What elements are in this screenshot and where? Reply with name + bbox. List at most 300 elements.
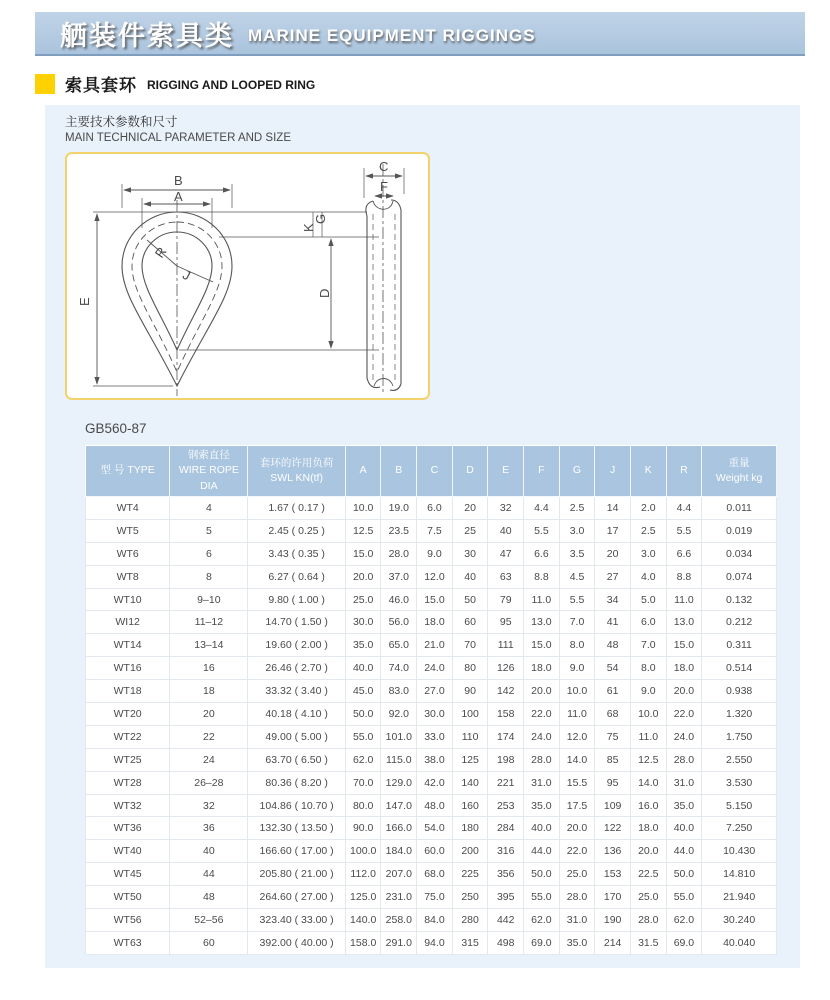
table-cell: 25.0 [345, 588, 381, 611]
table-cell: 3.5 [559, 542, 595, 565]
table-cell: 395 [488, 886, 524, 909]
table-cell: 9.0 [630, 680, 666, 703]
table-row [86, 680, 777, 703]
column-header: F [524, 446, 560, 497]
table-cell: 16 [170, 657, 248, 680]
table-cell: 3.0 [559, 519, 595, 542]
table-cell: 46.0 [381, 588, 417, 611]
table-cell: 33.0 [417, 725, 453, 748]
table-cell: 17 [595, 519, 631, 542]
table-cell: 12.5 [630, 748, 666, 771]
column-header: 重量 Weight kg [702, 446, 777, 497]
table-cell: 356 [488, 863, 524, 886]
table-cell: 13.0 [666, 611, 702, 634]
table-cell: 28.0 [630, 909, 666, 932]
table-cell: 14.810 [702, 863, 777, 886]
table-cell: 5.0 [630, 588, 666, 611]
table-cell: 70.0 [345, 771, 381, 794]
table-cell: 20.0 [559, 817, 595, 840]
table-row [86, 588, 777, 611]
thimble-diagram [67, 154, 428, 398]
table-cell: 3.530 [702, 771, 777, 794]
table-cell: 26.46 ( 2.70 ) [248, 657, 345, 680]
section-title-en: RIGGING AND LOOPED RING [147, 78, 316, 92]
page-header [35, 12, 805, 56]
column-header: J [595, 446, 631, 497]
table-cell: 0.011 [702, 497, 777, 520]
table-cell: 158 [488, 703, 524, 726]
table-cell: 115.0 [381, 748, 417, 771]
content-panel [45, 105, 800, 968]
table-cell: 15.0 [345, 542, 381, 565]
table-cell: 42.0 [417, 771, 453, 794]
table-cell: 2.5 [630, 519, 666, 542]
table-cell: 22.0 [524, 703, 560, 726]
table-cell: 55.0 [345, 725, 381, 748]
table-cell: 7.0 [559, 611, 595, 634]
table-cell: WT18 [86, 680, 170, 703]
table-cell: 48 [170, 886, 248, 909]
table-cell: 41 [595, 611, 631, 634]
table-cell: 35.0 [559, 931, 595, 954]
table-cell: 47 [488, 542, 524, 565]
table-cell: 0.132 [702, 588, 777, 611]
table-cell: 25 [452, 519, 488, 542]
dim-label-g: G [313, 213, 328, 224]
table-row [86, 703, 777, 726]
table-cell: 94.0 [417, 931, 453, 954]
table-cell: 32 [488, 497, 524, 520]
dim-label-a: A [174, 189, 183, 204]
table-cell: 291.0 [381, 931, 417, 954]
table-cell: 70 [452, 634, 488, 657]
table-cell: 0.019 [702, 519, 777, 542]
table-cell: 200 [452, 840, 488, 863]
table-cell: 22 [170, 725, 248, 748]
table-cell: 6.27 ( 0.64 ) [248, 565, 345, 588]
table-cell: 80 [452, 657, 488, 680]
table-cell: 4.4 [666, 497, 702, 520]
table-cell: 392.00 ( 40.00 ) [248, 931, 345, 954]
table-cell: WT6 [86, 542, 170, 565]
table-cell: 25.0 [559, 863, 595, 886]
table-cell: 54 [595, 657, 631, 680]
table-cell: 48.0 [417, 794, 453, 817]
table-row [86, 840, 777, 863]
table-row [86, 657, 777, 680]
table-cell: 27 [595, 565, 631, 588]
table-cell: 56.0 [381, 611, 417, 634]
table-cell: 4.4 [524, 497, 560, 520]
table-cell: WI12 [86, 611, 170, 634]
table-cell: WT36 [86, 817, 170, 840]
table-cell: 60 [170, 931, 248, 954]
table-cell: 11.0 [559, 703, 595, 726]
table-cell: 166.0 [381, 817, 417, 840]
column-header: D [452, 446, 488, 497]
table-cell: 37.0 [381, 565, 417, 588]
table-cell: 8 [170, 565, 248, 588]
table-cell: 0.074 [702, 565, 777, 588]
table-cell: 90.0 [345, 817, 381, 840]
table-cell: 40.0 [345, 657, 381, 680]
table-cell: 12.5 [345, 519, 381, 542]
dim-label-j: J [180, 267, 193, 284]
table-cell: 0.514 [702, 657, 777, 680]
table-cell: 62.0 [666, 909, 702, 932]
table-cell: 258.0 [381, 909, 417, 932]
table-cell: 50.0 [666, 863, 702, 886]
table-cell: 6.6 [524, 542, 560, 565]
table-cell: 55.0 [666, 886, 702, 909]
table-cell: 36 [170, 817, 248, 840]
table-cell: 0.938 [702, 680, 777, 703]
parameters-subtitle-zh: 主要技术参数和尺寸 [65, 115, 178, 129]
table-cell: 31.0 [666, 771, 702, 794]
table-cell: 5.5 [524, 519, 560, 542]
table-cell: 14 [595, 497, 631, 520]
table-cell: WT50 [86, 886, 170, 909]
table-cell: 198 [488, 748, 524, 771]
table-row [86, 519, 777, 542]
table-cell: 74.0 [381, 657, 417, 680]
table-cell: 9.0 [559, 657, 595, 680]
table-cell: 20.0 [345, 565, 381, 588]
column-header: B [381, 446, 417, 497]
table-cell: 166.60 ( 17.00 ) [248, 840, 345, 863]
table-cell: 8.0 [630, 657, 666, 680]
table-cell: 85 [595, 748, 631, 771]
table-cell: 40.0 [666, 817, 702, 840]
table-cell: 23.5 [381, 519, 417, 542]
table-cell: 28.0 [381, 542, 417, 565]
table-cell: 125.0 [345, 886, 381, 909]
table-cell: 40.0 [524, 817, 560, 840]
table-cell: 35.0 [666, 794, 702, 817]
table-cell: WT32 [86, 794, 170, 817]
table-row [86, 931, 777, 954]
table-row [86, 497, 777, 520]
table-cell: 13.0 [524, 611, 560, 634]
table-cell: 32 [170, 794, 248, 817]
table-cell: 2.0 [630, 497, 666, 520]
table-cell: 50 [452, 588, 488, 611]
table-cell: 10.0 [559, 680, 595, 703]
table-cell: 280 [452, 909, 488, 932]
table-cell: 284 [488, 817, 524, 840]
table-cell: 174 [488, 725, 524, 748]
table-cell: 1.320 [702, 703, 777, 726]
table-cell: 112.0 [345, 863, 381, 886]
table-cell: 214 [595, 931, 631, 954]
table-cell: 95 [595, 771, 631, 794]
table-row [86, 565, 777, 588]
table-cell: 316 [488, 840, 524, 863]
table-cell: 44.0 [666, 840, 702, 863]
table-cell: 38.0 [417, 748, 453, 771]
table-cell: 147.0 [381, 794, 417, 817]
table-cell: 50.0 [524, 863, 560, 886]
table-cell: 75.0 [417, 886, 453, 909]
table-cell: 9.0 [417, 542, 453, 565]
table-cell: 142 [488, 680, 524, 703]
table-cell: 20.0 [666, 680, 702, 703]
table-cell: 6.0 [417, 497, 453, 520]
table-cell: 18.0 [524, 657, 560, 680]
table-cell: 27.0 [417, 680, 453, 703]
table-cell: 14.0 [559, 748, 595, 771]
section-header [35, 71, 315, 96]
table-cell: 19.60 ( 2.00 ) [248, 634, 345, 657]
table-cell: 33.32 ( 3.40 ) [248, 680, 345, 703]
table-cell: 63.70 ( 6.50 ) [248, 748, 345, 771]
column-header: C [417, 446, 453, 497]
table-cell: 24.0 [524, 725, 560, 748]
table-row [86, 817, 777, 840]
table-cell: 28.0 [559, 886, 595, 909]
table-cell: 129.0 [381, 771, 417, 794]
table-cell: 68 [595, 703, 631, 726]
table-row [86, 748, 777, 771]
table-cell: 2.5 [559, 497, 595, 520]
table-cell: 18.0 [666, 657, 702, 680]
table-cell: 12.0 [559, 725, 595, 748]
table-cell: 221 [488, 771, 524, 794]
table-cell: 18.0 [417, 611, 453, 634]
table-cell: 8.8 [666, 565, 702, 588]
table-cell: 40.18 ( 4.10 ) [248, 703, 345, 726]
parameters-subtitle-en: MAIN TECHNICAL PARAMETER AND SIZE [65, 131, 291, 144]
table-cell: 10.0 [630, 703, 666, 726]
table-cell: 20 [452, 497, 488, 520]
table-cell: 30.0 [417, 703, 453, 726]
table-cell: 54.0 [417, 817, 453, 840]
table-cell: 184.0 [381, 840, 417, 863]
table-cell: 15.0 [524, 634, 560, 657]
table-row [86, 725, 777, 748]
table-cell: 4.5 [559, 565, 595, 588]
table-cell: 31.0 [559, 909, 595, 932]
table-cell: 8.8 [524, 565, 560, 588]
technical-drawing [65, 152, 430, 400]
table-cell: 60.0 [417, 840, 453, 863]
table-cell: 20.0 [524, 680, 560, 703]
table-cell: 9.80 ( 1.00 ) [248, 588, 345, 611]
table-cell: 31.0 [524, 771, 560, 794]
table-cell: 5.5 [559, 588, 595, 611]
table-cell: 40 [452, 565, 488, 588]
table-cell: 180 [452, 817, 488, 840]
table-cell: 5.5 [666, 519, 702, 542]
column-header: G [559, 446, 595, 497]
table-cell: WT28 [86, 771, 170, 794]
table-cell: 75 [595, 725, 631, 748]
table-cell: 92.0 [381, 703, 417, 726]
table-cell: 140 [452, 771, 488, 794]
table-cell: WT56 [86, 909, 170, 932]
table-cell: 7.5 [417, 519, 453, 542]
table-cell: 90 [452, 680, 488, 703]
table-cell: 84.0 [417, 909, 453, 932]
table-cell: 49.00 ( 5.00 ) [248, 725, 345, 748]
table-cell: 7.0 [630, 634, 666, 657]
table-cell: 15.0 [417, 588, 453, 611]
table-cell: WT22 [86, 725, 170, 748]
table-row [86, 634, 777, 657]
table-cell: 11.0 [666, 588, 702, 611]
table-cell: 5.150 [702, 794, 777, 817]
column-header: A [345, 446, 381, 497]
column-header: E [488, 446, 524, 497]
table-cell: WT63 [86, 931, 170, 954]
table-cell: 62.0 [345, 748, 381, 771]
table-cell: 0.034 [702, 542, 777, 565]
table-cell: WT14 [86, 634, 170, 657]
table-cell: 34 [595, 588, 631, 611]
table-cell: 6 [170, 542, 248, 565]
table-cell: 40.040 [702, 931, 777, 954]
table-cell: 24.0 [417, 657, 453, 680]
table-cell: 19.0 [381, 497, 417, 520]
table-cell: 140.0 [345, 909, 381, 932]
table-row [86, 886, 777, 909]
table-cell: 100.0 [345, 840, 381, 863]
table-cell: 5 [170, 519, 248, 542]
table-cell: 498 [488, 931, 524, 954]
table-row [86, 794, 777, 817]
table-cell: 22.0 [559, 840, 595, 863]
table-cell: 111 [488, 634, 524, 657]
yellow-bullet-icon [35, 74, 55, 94]
table-cell: WT40 [86, 840, 170, 863]
table-cell: 15.0 [666, 634, 702, 657]
table-cell: 63 [488, 565, 524, 588]
table-cell: 442 [488, 909, 524, 932]
table-cell: 16.0 [630, 794, 666, 817]
table-cell: 11.0 [524, 588, 560, 611]
table-cell: 60 [452, 611, 488, 634]
table-cell: 207.0 [381, 863, 417, 886]
table-cell: 40 [488, 519, 524, 542]
table-cell: 101.0 [381, 725, 417, 748]
dim-label-f: F [380, 179, 388, 194]
column-header: 套环的许用负荷 SWL KN(tf) [248, 446, 345, 497]
table-cell: WT16 [86, 657, 170, 680]
table-cell: 80.36 ( 8.20 ) [248, 771, 345, 794]
table-row [86, 863, 777, 886]
table-cell: 4 [170, 497, 248, 520]
table-cell: 3.0 [630, 542, 666, 565]
table-row [86, 771, 777, 794]
table-row [86, 542, 777, 565]
table-cell: 125 [452, 748, 488, 771]
table-cell: 68.0 [417, 863, 453, 886]
table-cell: 190 [595, 909, 631, 932]
table-cell: 136 [595, 840, 631, 863]
table-cell: 2.550 [702, 748, 777, 771]
table-cell: WT10 [86, 588, 170, 611]
table-cell: 158.0 [345, 931, 381, 954]
table-cell: 109 [595, 794, 631, 817]
table-cell: WT4 [86, 497, 170, 520]
table-cell: 315 [452, 931, 488, 954]
table-cell: 122 [595, 817, 631, 840]
table-cell: 21.0 [417, 634, 453, 657]
column-header: K [630, 446, 666, 497]
table-cell: 45.0 [345, 680, 381, 703]
table-cell: 153 [595, 863, 631, 886]
table-cell: WT20 [86, 703, 170, 726]
table-cell: 18 [170, 680, 248, 703]
table-cell: 0.311 [702, 634, 777, 657]
table-cell: 160 [452, 794, 488, 817]
table-cell: 24.0 [666, 725, 702, 748]
table-cell: 52–56 [170, 909, 248, 932]
table-cell: 10.0 [345, 497, 381, 520]
table-cell: 11–12 [170, 611, 248, 634]
table-cell: 65.0 [381, 634, 417, 657]
table-cell: 40 [170, 840, 248, 863]
table-cell: 22.5 [630, 863, 666, 886]
table-cell: 69.0 [666, 931, 702, 954]
column-header: R [666, 446, 702, 497]
table-cell: 30.240 [702, 909, 777, 932]
table-row [86, 909, 777, 932]
table-cell: 95 [488, 611, 524, 634]
table-cell: 11.0 [630, 725, 666, 748]
dim-label-c: C [379, 159, 389, 174]
table-cell: 264.60 ( 27.00 ) [248, 886, 345, 909]
table-cell: WT25 [86, 748, 170, 771]
table-cell: 14.70 ( 1.50 ) [248, 611, 345, 634]
standard-number: GB560-87 [85, 421, 147, 436]
table-cell: WT45 [86, 863, 170, 886]
table-cell: 44.0 [524, 840, 560, 863]
table-cell: WT5 [86, 519, 170, 542]
table-cell: 2.45 ( 0.25 ) [248, 519, 345, 542]
table-cell: 126 [488, 657, 524, 680]
table-cell: 13–14 [170, 634, 248, 657]
table-cell: 1.67 ( 0.17 ) [248, 497, 345, 520]
table-cell: 30 [452, 542, 488, 565]
table-cell: 18.0 [630, 817, 666, 840]
table-cell: 17.5 [559, 794, 595, 817]
table-cell: 253 [488, 794, 524, 817]
table-cell: 10.430 [702, 840, 777, 863]
parameters-subtitle [65, 114, 291, 146]
table-cell: 170 [595, 886, 631, 909]
table-cell: 48 [595, 634, 631, 657]
table-cell: 9–10 [170, 588, 248, 611]
table-cell: 20 [595, 542, 631, 565]
table-cell: 31.5 [630, 931, 666, 954]
table-cell: 79 [488, 588, 524, 611]
table-cell: 250 [452, 886, 488, 909]
table-cell: 35.0 [345, 634, 381, 657]
table-cell: 6.0 [630, 611, 666, 634]
column-header: 钢索直径 WIRE ROPE DIA [170, 446, 248, 497]
dim-label-b: B [174, 173, 183, 188]
parameters-table [85, 445, 777, 955]
dim-label-d: D [317, 288, 332, 298]
dim-label-e: E [77, 297, 92, 306]
table-row [86, 611, 777, 634]
table-cell: 30.0 [345, 611, 381, 634]
table-cell: 100 [452, 703, 488, 726]
table-cell: 22.0 [666, 703, 702, 726]
table-cell: 26–28 [170, 771, 248, 794]
table-cell: 61 [595, 680, 631, 703]
